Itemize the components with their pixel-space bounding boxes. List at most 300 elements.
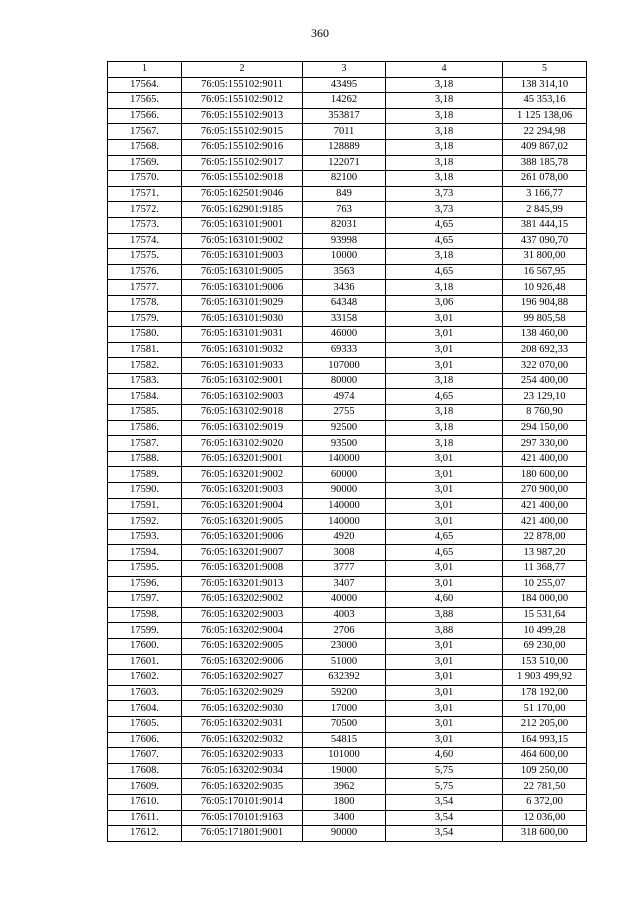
value-cell: 1800	[303, 794, 386, 810]
value-cell: 59200	[303, 685, 386, 701]
cadastral-number-cell: 76:05:163102:9001	[182, 373, 303, 389]
rate-cell: 4,60	[386, 592, 503, 608]
amount-cell: 381 444,15	[503, 217, 587, 233]
rate-cell: 3,01	[386, 358, 503, 374]
rate-cell: 3,73	[386, 186, 503, 202]
row-number-cell: 17588.	[108, 451, 182, 467]
cadastral-number-cell: 76:05:163102:9003	[182, 389, 303, 405]
amount-cell: 12 036,00	[503, 810, 587, 826]
rate-cell: 3,01	[386, 732, 503, 748]
table-row	[108, 514, 587, 530]
cadastral-number-cell: 76:05:163202:9030	[182, 701, 303, 717]
rate-cell: 5,75	[386, 779, 503, 795]
rate-cell: 3,18	[386, 436, 503, 452]
table-row	[108, 171, 587, 187]
cadastral-number-cell: 76:05:163101:9005	[182, 264, 303, 280]
cadastral-number-cell: 76:05:163101:9003	[182, 249, 303, 265]
value-cell: 64348	[303, 295, 386, 311]
table-row	[108, 638, 587, 654]
cadastral-number-cell: 76:05:162901:9185	[182, 202, 303, 218]
cadastral-number-cell: 76:05:163202:9006	[182, 654, 303, 670]
table-row	[108, 529, 587, 545]
amount-cell: 421 400,00	[503, 451, 587, 467]
amount-cell: 409 867,02	[503, 139, 587, 155]
value-cell: 2706	[303, 623, 386, 639]
rate-cell: 4,65	[386, 529, 503, 545]
row-number-cell: 17602.	[108, 670, 182, 686]
row-number-cell: 17607.	[108, 748, 182, 764]
table-row	[108, 280, 587, 296]
table-row	[108, 358, 587, 374]
row-number-cell: 17592.	[108, 514, 182, 530]
value-cell: 43495	[303, 77, 386, 93]
cadastral-number-cell: 76:05:155102:9011	[182, 77, 303, 93]
column-header-3: 3	[303, 62, 386, 78]
table-row	[108, 483, 587, 499]
rate-cell: 3,18	[386, 93, 503, 109]
amount-cell: 184 000,00	[503, 592, 587, 608]
table-row	[108, 249, 587, 265]
cadastral-number-cell: 76:05:170101:9163	[182, 810, 303, 826]
table-row	[108, 139, 587, 155]
cadastral-number-cell: 76:05:163202:9033	[182, 748, 303, 764]
row-number-cell: 17584.	[108, 389, 182, 405]
amount-cell: 8 760,90	[503, 405, 587, 421]
cadastral-number-cell: 76:05:162501:9046	[182, 186, 303, 202]
table-row	[108, 327, 587, 343]
amount-cell: 15 531,64	[503, 607, 587, 623]
row-number-cell: 17576.	[108, 264, 182, 280]
page-number: 360	[311, 26, 329, 40]
cadastral-number-cell: 76:05:163201:9003	[182, 483, 303, 499]
amount-cell: 109 250,00	[503, 763, 587, 779]
cadastral-number-cell: 76:05:163202:9029	[182, 685, 303, 701]
cadastral-number-cell: 76:05:170101:9014	[182, 794, 303, 810]
rate-cell: 3,01	[386, 342, 503, 358]
cadastral-number-cell: 76:05:163202:9034	[182, 763, 303, 779]
amount-cell: 421 400,00	[503, 498, 587, 514]
table-row	[108, 264, 587, 280]
value-cell: 3777	[303, 561, 386, 577]
value-cell: 82100	[303, 171, 386, 187]
amount-cell: 178 192,00	[503, 685, 587, 701]
cadastral-number-cell: 76:05:155102:9012	[182, 93, 303, 109]
rate-cell: 4,65	[386, 389, 503, 405]
value-cell: 54815	[303, 732, 386, 748]
amount-cell: 3 166,77	[503, 186, 587, 202]
cadastral-number-cell: 76:05:163201:9004	[182, 498, 303, 514]
rate-cell: 4,65	[386, 233, 503, 249]
amount-cell: 22 878,00	[503, 529, 587, 545]
row-number-cell: 17569.	[108, 155, 182, 171]
rate-cell: 3,01	[386, 514, 503, 530]
value-cell: 69333	[303, 342, 386, 358]
cadastral-number-cell: 76:05:163202:9002	[182, 592, 303, 608]
rate-cell: 3,01	[386, 311, 503, 327]
cadastral-number-cell: 76:05:163201:9008	[182, 561, 303, 577]
rate-cell: 3,01	[386, 498, 503, 514]
cadastral-number-cell: 76:05:163101:9030	[182, 311, 303, 327]
table-row	[108, 405, 587, 421]
cadastral-number-cell: 76:05:163101:9001	[182, 217, 303, 233]
row-number-cell: 17577.	[108, 280, 182, 296]
value-cell: 2755	[303, 405, 386, 421]
value-cell: 3563	[303, 264, 386, 280]
value-cell: 763	[303, 202, 386, 218]
row-number-cell: 17571.	[108, 186, 182, 202]
rate-cell: 3,18	[386, 124, 503, 140]
amount-cell: 22 294,98	[503, 124, 587, 140]
row-number-cell: 17574.	[108, 233, 182, 249]
rate-cell: 3,18	[386, 108, 503, 124]
cadastral-number-cell: 76:05:171801:9001	[182, 826, 303, 842]
row-number-cell: 17566.	[108, 108, 182, 124]
amount-cell: 138 460,00	[503, 327, 587, 343]
row-number-cell: 17612.	[108, 826, 182, 842]
rate-cell: 3,01	[386, 716, 503, 732]
value-cell: 19000	[303, 763, 386, 779]
rate-cell: 4,65	[386, 545, 503, 561]
value-cell: 46000	[303, 327, 386, 343]
table-row	[108, 654, 587, 670]
cadastral-number-cell: 76:05:155102:9016	[182, 139, 303, 155]
rate-cell: 3,18	[386, 171, 503, 187]
cadastral-number-cell: 76:05:155102:9015	[182, 124, 303, 140]
value-cell: 107000	[303, 358, 386, 374]
table-row	[108, 108, 587, 124]
table-row	[108, 77, 587, 93]
value-cell: 122071	[303, 155, 386, 171]
amount-cell: 138 314,10	[503, 77, 587, 93]
amount-cell: 196 904,88	[503, 295, 587, 311]
value-cell: 101000	[303, 748, 386, 764]
rate-cell: 3,01	[386, 670, 503, 686]
row-number-cell: 17575.	[108, 249, 182, 265]
row-number-cell: 17603.	[108, 685, 182, 701]
cadastral-number-cell: 76:05:163101:9006	[182, 280, 303, 296]
row-number-cell: 17596.	[108, 576, 182, 592]
rate-cell: 4,65	[386, 217, 503, 233]
cadastral-number-cell: 76:05:163201:9007	[182, 545, 303, 561]
cadastral-number-cell: 76:05:163202:9003	[182, 607, 303, 623]
cadastral-number-cell: 76:05:163101:9031	[182, 327, 303, 343]
amount-cell: 318 600,00	[503, 826, 587, 842]
value-cell: 353817	[303, 108, 386, 124]
amount-cell: 294 150,00	[503, 420, 587, 436]
column-header-5: 5	[503, 62, 587, 78]
amount-cell: 16 567,95	[503, 264, 587, 280]
value-cell: 3400	[303, 810, 386, 826]
value-cell: 4920	[303, 529, 386, 545]
cadastral-number-cell: 76:05:163101:9029	[182, 295, 303, 311]
amount-cell: 10 499,28	[503, 623, 587, 639]
amount-cell: 261 078,00	[503, 171, 587, 187]
amount-cell: 45 353,16	[503, 93, 587, 109]
amount-cell: 270 900,00	[503, 483, 587, 499]
rate-cell: 3,88	[386, 607, 503, 623]
value-cell: 70500	[303, 716, 386, 732]
row-number-cell: 17589.	[108, 467, 182, 483]
value-cell: 3407	[303, 576, 386, 592]
value-cell: 90000	[303, 826, 386, 842]
amount-cell: 180 600,00	[503, 467, 587, 483]
row-number-cell: 17587.	[108, 436, 182, 452]
amount-cell: 2 845,99	[503, 202, 587, 218]
row-number-cell: 17578.	[108, 295, 182, 311]
row-number-cell: 17590.	[108, 483, 182, 499]
amount-cell: 297 330,00	[503, 436, 587, 452]
header-row	[108, 62, 587, 78]
rate-cell: 3,18	[386, 420, 503, 436]
table-row	[108, 373, 587, 389]
amount-cell: 164 993,15	[503, 732, 587, 748]
row-number-cell: 17591.	[108, 498, 182, 514]
row-number-cell: 17606.	[108, 732, 182, 748]
cadastral-number-cell: 76:05:163101:9032	[182, 342, 303, 358]
amount-cell: 254 400,00	[503, 373, 587, 389]
row-number-cell: 17570.	[108, 171, 182, 187]
cadastral-number-cell: 76:05:155102:9017	[182, 155, 303, 171]
column-header-2: 2	[182, 62, 303, 78]
amount-cell: 51 170,00	[503, 701, 587, 717]
amount-cell: 10 255,07	[503, 576, 587, 592]
value-cell: 17000	[303, 701, 386, 717]
table-body	[108, 77, 587, 841]
value-cell: 632392	[303, 670, 386, 686]
table-row	[108, 748, 587, 764]
row-number-cell: 17608.	[108, 763, 182, 779]
row-number-cell: 17568.	[108, 139, 182, 155]
table-row	[108, 451, 587, 467]
cadastral-number-cell: 76:05:155102:9018	[182, 171, 303, 187]
table-row	[108, 233, 587, 249]
table-row	[108, 592, 587, 608]
value-cell: 4974	[303, 389, 386, 405]
table-row	[108, 810, 587, 826]
cadastral-number-cell: 76:05:163101:9033	[182, 358, 303, 374]
table-row	[108, 545, 587, 561]
rate-cell: 3,01	[386, 654, 503, 670]
row-number-cell: 17567.	[108, 124, 182, 140]
table-row	[108, 794, 587, 810]
table-row	[108, 202, 587, 218]
cadastral-number-cell: 76:05:163201:9002	[182, 467, 303, 483]
row-number-cell: 17580.	[108, 327, 182, 343]
rate-cell: 3,18	[386, 249, 503, 265]
rate-cell: 3,18	[386, 280, 503, 296]
rate-cell: 5,75	[386, 763, 503, 779]
rate-cell: 4,65	[386, 264, 503, 280]
rate-cell: 3,18	[386, 155, 503, 171]
value-cell: 93998	[303, 233, 386, 249]
value-cell: 4003	[303, 607, 386, 623]
table-row	[108, 295, 587, 311]
table-row	[108, 420, 587, 436]
rate-cell: 3,54	[386, 810, 503, 826]
row-number-cell: 17611.	[108, 810, 182, 826]
row-number-cell: 17573.	[108, 217, 182, 233]
cadastral-number-cell: 76:05:163201:9001	[182, 451, 303, 467]
cadastral-number-cell: 76:05:163201:9006	[182, 529, 303, 545]
table-row	[108, 498, 587, 514]
cadastral-number-cell: 76:05:163202:9004	[182, 623, 303, 639]
table-row	[108, 467, 587, 483]
cadastral-number-cell: 76:05:163202:9005	[182, 638, 303, 654]
cadastral-number-cell: 76:05:163102:9018	[182, 405, 303, 421]
row-number-cell: 17579.	[108, 311, 182, 327]
value-cell: 60000	[303, 467, 386, 483]
amount-cell: 437 090,70	[503, 233, 587, 249]
table-row	[108, 576, 587, 592]
amount-cell: 69 230,00	[503, 638, 587, 654]
value-cell: 10000	[303, 249, 386, 265]
column-header-1: 1	[108, 62, 182, 78]
row-number-cell: 17598.	[108, 607, 182, 623]
cadastral-number-cell: 76:05:163202:9035	[182, 779, 303, 795]
amount-cell: 464 600,00	[503, 748, 587, 764]
row-number-cell: 17586.	[108, 420, 182, 436]
value-cell: 140000	[303, 498, 386, 514]
row-number-cell: 17595.	[108, 561, 182, 577]
row-number-cell: 17593.	[108, 529, 182, 545]
table-row	[108, 561, 587, 577]
cadastral-number-cell: 76:05:163202:9031	[182, 716, 303, 732]
value-cell: 140000	[303, 514, 386, 530]
table-row	[108, 763, 587, 779]
value-cell: 3008	[303, 545, 386, 561]
rate-cell: 3,18	[386, 405, 503, 421]
rate-cell: 3,06	[386, 295, 503, 311]
value-cell: 3962	[303, 779, 386, 795]
rate-cell: 3,18	[386, 77, 503, 93]
cadastral-number-cell: 76:05:163201:9005	[182, 514, 303, 530]
value-cell: 90000	[303, 483, 386, 499]
amount-cell: 31 800,00	[503, 249, 587, 265]
amount-cell: 6 372,00	[503, 794, 587, 810]
row-number-cell: 17597.	[108, 592, 182, 608]
rate-cell: 3,88	[386, 623, 503, 639]
cadastral-number-cell: 76:05:163202:9032	[182, 732, 303, 748]
table-row	[108, 732, 587, 748]
value-cell: 40000	[303, 592, 386, 608]
table-row	[108, 93, 587, 109]
amount-cell: 421 400,00	[503, 514, 587, 530]
amount-cell: 13 987,20	[503, 545, 587, 561]
rate-cell: 3,18	[386, 139, 503, 155]
rate-cell: 3,18	[386, 373, 503, 389]
table-row	[108, 716, 587, 732]
row-number-cell: 17585.	[108, 405, 182, 421]
amount-cell: 1 903 499,92	[503, 670, 587, 686]
value-cell: 140000	[303, 451, 386, 467]
cadastral-number-cell: 76:05:155102:9013	[182, 108, 303, 124]
rate-cell: 3,73	[386, 202, 503, 218]
rate-cell: 3,01	[386, 327, 503, 343]
amount-cell: 212 205,00	[503, 716, 587, 732]
amount-cell: 208 692,33	[503, 342, 587, 358]
amount-cell: 22 781,50	[503, 779, 587, 795]
table-row	[108, 155, 587, 171]
cadastral-number-cell: 76:05:163102:9020	[182, 436, 303, 452]
table-row	[108, 389, 587, 405]
rate-cell: 3,01	[386, 701, 503, 717]
table-row	[108, 311, 587, 327]
cadastral-number-cell: 76:05:163101:9002	[182, 233, 303, 249]
amount-cell: 322 070,00	[503, 358, 587, 374]
table-row	[108, 186, 587, 202]
row-number-cell: 17601.	[108, 654, 182, 670]
rate-cell: 3,54	[386, 794, 503, 810]
value-cell: 51000	[303, 654, 386, 670]
cadastral-number-cell: 76:05:163201:9013	[182, 576, 303, 592]
row-number-cell: 17565.	[108, 93, 182, 109]
row-number-cell: 17582.	[108, 358, 182, 374]
table-row	[108, 124, 587, 140]
table-row	[108, 779, 587, 795]
rate-cell: 3,01	[386, 467, 503, 483]
row-number-cell: 17564.	[108, 77, 182, 93]
rate-cell: 3,01	[386, 561, 503, 577]
value-cell: 7011	[303, 124, 386, 140]
value-cell: 3436	[303, 280, 386, 296]
table-row	[108, 670, 587, 686]
value-cell: 33158	[303, 311, 386, 327]
row-number-cell: 17600.	[108, 638, 182, 654]
row-number-cell: 17599.	[108, 623, 182, 639]
rate-cell: 3,01	[386, 685, 503, 701]
amount-cell: 1 125 138,06	[503, 108, 587, 124]
cadastral-number-cell: 76:05:163102:9019	[182, 420, 303, 436]
table-row	[108, 342, 587, 358]
table-row	[108, 685, 587, 701]
value-cell: 849	[303, 186, 386, 202]
rate-cell: 3,54	[386, 826, 503, 842]
table-row	[108, 623, 587, 639]
column-header-4: 4	[386, 62, 503, 78]
amount-cell: 99 805,58	[503, 311, 587, 327]
value-cell: 93500	[303, 436, 386, 452]
row-number-cell: 17572.	[108, 202, 182, 218]
row-number-cell: 17604.	[108, 701, 182, 717]
amount-cell: 10 926,48	[503, 280, 587, 296]
value-cell: 23000	[303, 638, 386, 654]
table-row	[108, 217, 587, 233]
row-number-cell: 17583.	[108, 373, 182, 389]
registry-table	[107, 61, 587, 842]
row-number-cell: 17594.	[108, 545, 182, 561]
table-row	[108, 436, 587, 452]
value-cell: 82031	[303, 217, 386, 233]
amount-cell: 23 129,10	[503, 389, 587, 405]
cadastral-number-cell: 76:05:163202:9027	[182, 670, 303, 686]
value-cell: 92500	[303, 420, 386, 436]
amount-cell: 388 185,78	[503, 155, 587, 171]
value-cell: 14262	[303, 93, 386, 109]
table-row	[108, 607, 587, 623]
rate-cell: 3,01	[386, 576, 503, 592]
rate-cell: 3,01	[386, 483, 503, 499]
row-number-cell: 17605.	[108, 716, 182, 732]
row-number-cell: 17581.	[108, 342, 182, 358]
row-number-cell: 17609.	[108, 779, 182, 795]
table-row	[108, 701, 587, 717]
rate-cell: 3,01	[386, 638, 503, 654]
table-row	[108, 826, 587, 842]
value-cell: 128889	[303, 139, 386, 155]
rate-cell: 3,01	[386, 451, 503, 467]
amount-cell: 11 368,77	[503, 561, 587, 577]
rate-cell: 4,60	[386, 748, 503, 764]
